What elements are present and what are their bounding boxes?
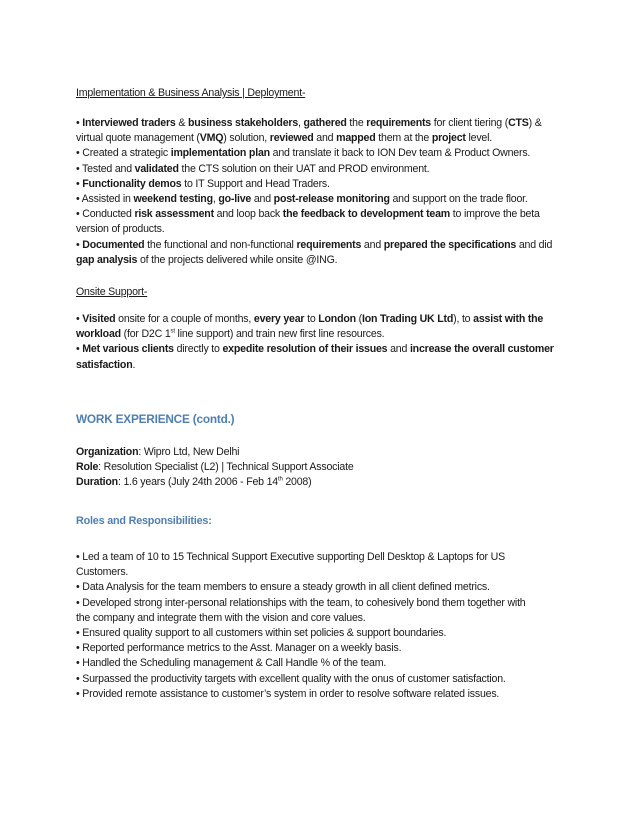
onsite-bullet-2 xyxy=(76,342,566,357)
keyword: validated xyxy=(134,162,179,175)
keyword: expedite resolution of their issues xyxy=(222,343,388,356)
keyword: risk assessment xyxy=(134,208,214,221)
text: • xyxy=(76,238,83,251)
roles-heading: Roles and Responsibilities: xyxy=(76,515,212,527)
keyword: the feedback to development team xyxy=(282,208,451,221)
text: ( xyxy=(355,313,362,325)
keyword: Documented xyxy=(82,238,145,251)
keyword: every year xyxy=(253,313,305,325)
role-label: Role xyxy=(76,461,99,474)
text: and support on the trade floor. xyxy=(389,193,528,206)
keyword: satisfaction xyxy=(76,358,133,371)
keyword: business stakeholders xyxy=(187,117,299,129)
duration-value: : 1.6 years (July 24th 2006 - Feb 14 xyxy=(117,476,278,489)
text: • xyxy=(76,117,83,129)
text: level. xyxy=(465,132,493,145)
roles-line: Customers. xyxy=(76,566,129,579)
keyword: implementation plan xyxy=(170,147,270,160)
implementation-bullets xyxy=(76,116,566,268)
text: the CTS solution on their UAT and PROD environment. xyxy=(178,162,430,175)
onsite-bullet-2-cont xyxy=(76,358,566,373)
superscript: th xyxy=(278,476,283,483)
text: and xyxy=(251,193,274,206)
organization-value: : Wipro Ltd, New Delhi xyxy=(138,446,240,458)
text: them at the xyxy=(375,132,432,145)
roles-line: • Data Analysis for the team members to ensure a steady growth in all client defined metrics. xyxy=(76,581,490,594)
keyword: workload xyxy=(76,328,121,341)
text: • Conducted xyxy=(76,208,135,221)
duration-end: 2008) xyxy=(282,476,312,489)
text: • xyxy=(76,313,83,325)
role-line xyxy=(76,460,566,475)
keyword: project xyxy=(431,132,466,145)
keyword: Interviewed traders xyxy=(82,117,176,129)
organization-line xyxy=(76,445,566,460)
text: , xyxy=(212,193,219,206)
text: for client tiering ( xyxy=(431,117,509,129)
roles-line: • Ensured quality support to all customers within set policies & support boundaries. xyxy=(76,627,447,640)
impl-bullet-6 xyxy=(76,207,566,222)
text: to xyxy=(304,313,319,325)
text: and loop back xyxy=(213,208,283,221)
role-value: : Resolution Specialist (L2) | Technical Support Associate xyxy=(98,461,354,474)
keyword: requirements xyxy=(296,238,362,251)
roles-line: • Reported performance metrics to the Asst. Manager on a weekly basis. xyxy=(76,642,402,655)
impl-bullet-7 xyxy=(76,238,566,253)
onsite-section xyxy=(76,285,566,300)
text: to IT Support and Head Traders. xyxy=(181,177,330,190)
text: • xyxy=(76,177,83,190)
keyword: reviewed xyxy=(269,132,314,145)
keyword: mapped xyxy=(336,132,376,145)
keyword: gap analysis xyxy=(76,253,138,266)
roles-line: • Led a team of 10 to 15 Technical Support Executive supporting Dell Desktop & Laptops for US xyxy=(76,551,505,563)
text: • Created a strategic xyxy=(76,147,171,160)
implementation-heading: Implementation & Business Analysis | Deployment- xyxy=(76,87,306,99)
text: the xyxy=(346,117,367,129)
keyword: assist with the xyxy=(473,313,544,325)
keyword: Ion Trading UK Ltd xyxy=(361,313,454,325)
text: and xyxy=(387,343,410,356)
roles-line: the company and integrate them with the vision and core values. xyxy=(76,611,366,624)
keyword: Visited xyxy=(82,313,116,325)
text: virtual quote management ( xyxy=(76,132,200,145)
text: to improve the beta xyxy=(450,208,540,221)
text: , xyxy=(298,117,304,129)
text: directly to xyxy=(173,343,223,356)
impl-bullet-2 xyxy=(76,146,566,161)
impl-bullet-1 xyxy=(76,116,566,131)
text: and xyxy=(313,132,337,145)
keyword: gathered xyxy=(303,117,347,129)
keyword: Functionality demos xyxy=(82,177,182,190)
keyword: post-release monitoring xyxy=(273,193,390,206)
roles-line: • Provided remote assistance to customer’s system in order to resolve software related issues. xyxy=(76,687,500,700)
onsite-bullet-1 xyxy=(76,312,566,327)
duration-line xyxy=(76,475,566,490)
keyword: London xyxy=(318,313,356,325)
impl-bullet-5 xyxy=(76,192,566,207)
text: ) & xyxy=(528,117,542,129)
text: the functional and non-functional xyxy=(144,238,297,251)
text: and did xyxy=(516,238,553,251)
keyword: requirements xyxy=(366,117,431,129)
text: of the projects delivered while onsite @ING. xyxy=(137,253,338,266)
roles-list xyxy=(76,550,566,702)
text: ) solution, xyxy=(223,132,270,145)
organization-label: Organization xyxy=(76,446,139,458)
impl-bullet-6-cont: version of products. xyxy=(76,223,165,236)
keyword: increase the overall customer xyxy=(409,343,554,356)
text: (for D2C 1 xyxy=(120,328,171,341)
onsite-bullet-1-cont xyxy=(76,327,566,342)
implementation-section xyxy=(76,86,566,101)
text: • Tested and xyxy=(76,162,135,175)
text: and translate it back to ION Dev team & Product Owners. xyxy=(269,147,531,160)
roles-line: • Surpassed the productivity targets with excellent quality with the onus of customer satisfaction. xyxy=(76,672,506,685)
keyword: CTS xyxy=(508,117,529,129)
impl-bullet-1-cont xyxy=(76,131,566,146)
text: • xyxy=(76,343,83,356)
impl-bullet-3 xyxy=(76,162,566,177)
keyword: Met various clients xyxy=(82,343,174,356)
keyword: prepared the specifications xyxy=(383,238,517,251)
keyword: VMQ xyxy=(199,132,224,145)
impl-bullet-4 xyxy=(76,177,566,192)
text: . xyxy=(132,358,136,371)
superscript: st xyxy=(170,328,175,335)
text: line support) and train new first line resources. xyxy=(174,328,385,341)
keyword: go-live xyxy=(218,193,252,206)
text: onsite for a couple of months, xyxy=(115,313,254,325)
text: • Assisted in xyxy=(76,193,134,206)
work-experience-heading: WORK EXPERIENCE (contd.) xyxy=(76,412,235,426)
roles-line: • Handled the Scheduling management & Call Handle % of the team. xyxy=(76,657,387,670)
onsite-bullets xyxy=(76,312,566,373)
text: & xyxy=(175,117,188,129)
work-details xyxy=(76,445,566,491)
text: and xyxy=(361,238,384,251)
duration-label: Duration xyxy=(76,476,118,489)
keyword: weekend testing xyxy=(133,193,213,206)
impl-bullet-7-cont xyxy=(76,253,566,268)
text: ), to xyxy=(453,313,474,325)
onsite-heading: Onsite Support- xyxy=(76,286,148,298)
roles-line: • Developed strong inter-personal relationships with the team, to cohesively bond them together with xyxy=(76,596,526,609)
